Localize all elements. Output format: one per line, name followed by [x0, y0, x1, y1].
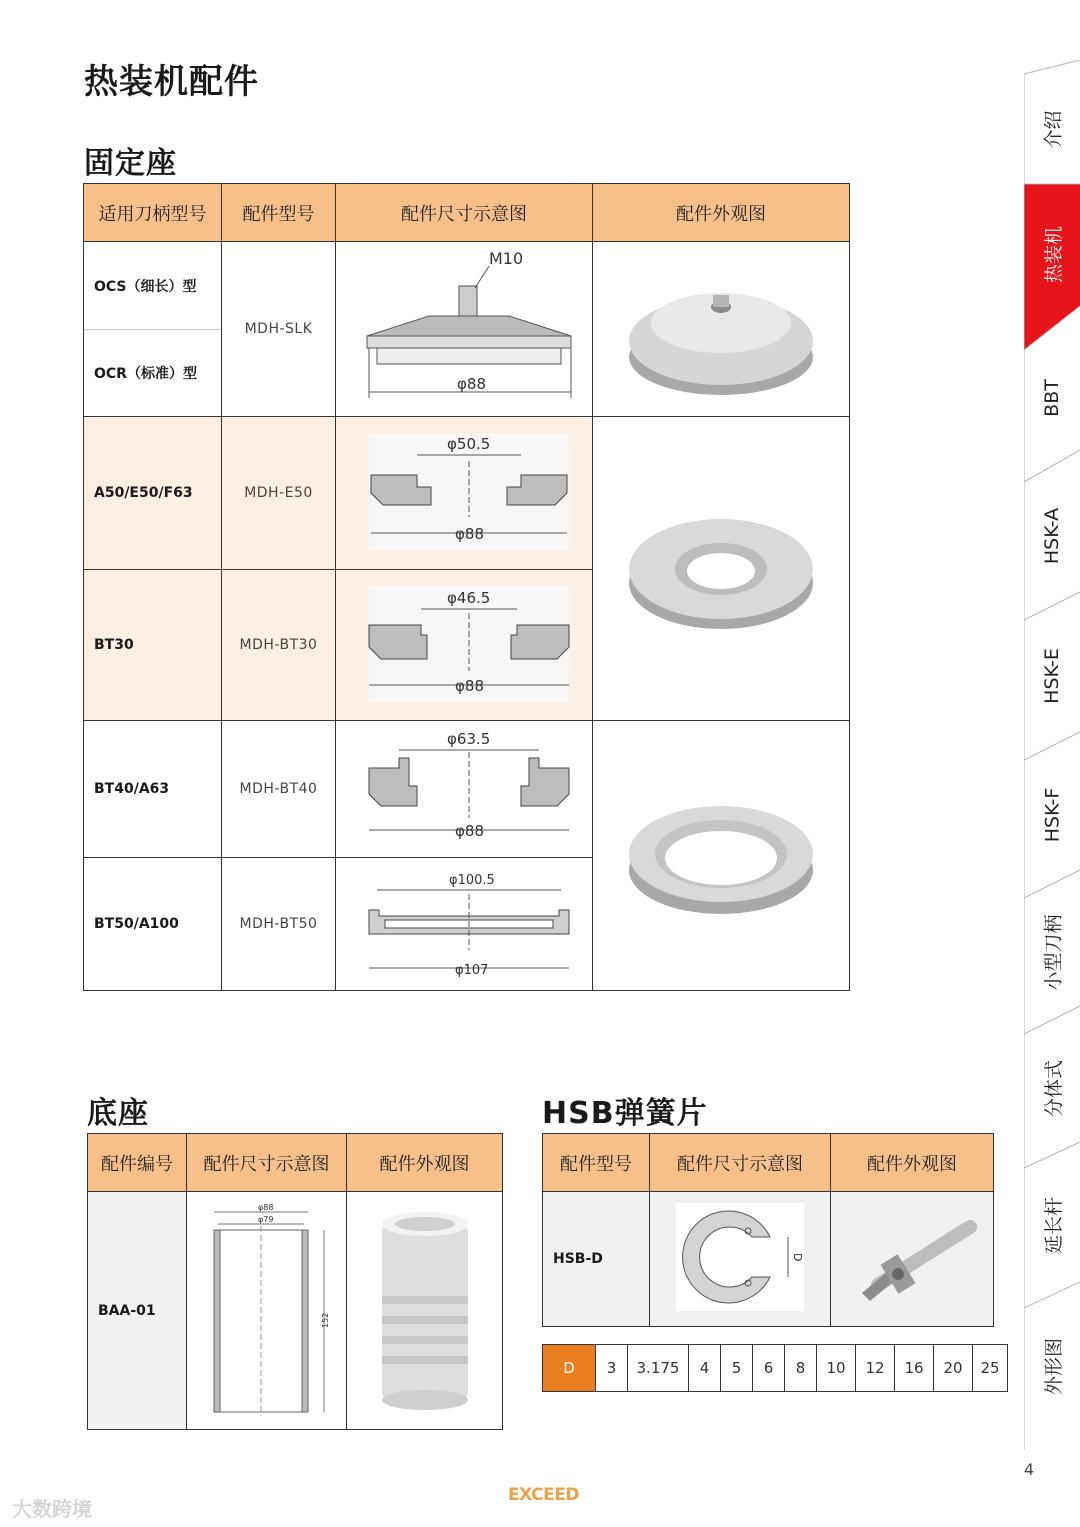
page-title: 热装机配件 — [84, 62, 259, 102]
holder-type: BT30 — [84, 570, 222, 721]
size-value: 8 — [785, 1345, 817, 1392]
dim-label: φ88 — [455, 677, 484, 695]
size-value: 3.175 — [628, 1345, 689, 1392]
part-model: MDH-SLK — [222, 242, 336, 417]
base-drawing — [192, 1196, 342, 1421]
dimension-drawing — [650, 1192, 831, 1327]
table-header-row — [543, 1134, 994, 1192]
size-value: 25 — [973, 1345, 1008, 1392]
side-tab-extension[interactable]: 延长杆 — [1042, 1196, 1065, 1254]
part-model: MDH-E50 — [222, 417, 336, 570]
spring-drawing — [670, 1197, 810, 1317]
product-photo — [347, 1192, 503, 1430]
dim-label: 152 — [320, 1312, 330, 1328]
header-cell: 配件型号 — [222, 184, 336, 242]
dim-label: φ46.5 — [447, 589, 491, 607]
size-value: 20 — [934, 1345, 973, 1392]
header-cell: 配件外观图 — [593, 184, 850, 242]
size-value: 3 — [596, 1345, 628, 1392]
header-cell: 配件编号 — [88, 1134, 187, 1192]
ring-seat-photo — [621, 487, 821, 647]
part-model: MDH-BT40 — [222, 721, 336, 858]
part-model: MDH-BT50 — [222, 858, 336, 991]
side-tab-hsk-a[interactable]: HSK-A — [1041, 507, 1063, 565]
side-tab-outline[interactable]: 外形图 — [1042, 1337, 1065, 1395]
section-title-base: 底座 — [87, 1096, 149, 1131]
dimension-drawing — [187, 1192, 347, 1430]
dim-label: φ88 — [457, 375, 486, 393]
table-row — [84, 721, 850, 858]
slk-drawing — [339, 242, 589, 412]
dim-label: φ107 — [455, 963, 489, 978]
dim-label: φ50.5 — [447, 435, 491, 453]
table-row — [88, 1192, 503, 1430]
e50-drawing — [339, 421, 589, 561]
header-cell: 配件尺寸示意图 — [187, 1134, 347, 1192]
dimension-drawing — [336, 721, 593, 858]
section-title-fixed: 固定座 — [84, 146, 177, 181]
header-cell: 适用刀柄型号 — [84, 184, 222, 242]
header-cell: 配件尺寸示意图 — [650, 1134, 831, 1192]
header-cell: 配件外观图 — [831, 1134, 994, 1192]
wide-ring-photo — [621, 774, 821, 934]
brand-logo: EXCEED — [508, 1485, 579, 1505]
size-row — [543, 1345, 1008, 1392]
size-label: D — [543, 1345, 596, 1392]
size-value: 6 — [753, 1345, 785, 1392]
sleeve-photo — [370, 1204, 480, 1414]
product-photo — [593, 417, 850, 721]
holder-type: OCS（细长）型 — [94, 278, 197, 295]
holder-type: BT50/A100 — [84, 858, 222, 991]
part-model: HSB-D — [543, 1192, 650, 1327]
spring-size-table — [542, 1344, 1008, 1392]
size-value: 16 — [895, 1345, 934, 1392]
table-row — [543, 1192, 994, 1327]
table-row — [84, 417, 850, 570]
dim-label: M10 — [489, 249, 524, 268]
bt50-drawing — [339, 860, 589, 984]
side-tab-shrink-fit[interactable]: 热装机 — [1042, 225, 1065, 283]
holder-type: BT40/A63 — [84, 721, 222, 858]
size-value: 10 — [817, 1345, 856, 1392]
part-model: MDH-BT30 — [222, 570, 336, 721]
dim-label: φ88 — [257, 1203, 273, 1212]
header-cell: 配件尺寸示意图 — [336, 184, 593, 242]
spring-table — [542, 1133, 994, 1327]
holder-type: OCR（标准）型 — [94, 366, 197, 382]
cone-seat-photo — [621, 247, 821, 407]
bt40-drawing — [339, 722, 589, 852]
fixed-seat-table — [83, 183, 850, 991]
holder-type-cell — [84, 242, 222, 417]
bt30-drawing — [339, 573, 589, 713]
dim-label: φ100.5 — [449, 873, 495, 888]
base-table — [87, 1133, 503, 1430]
dimension-drawing — [336, 858, 593, 991]
part-number: BAA-01 — [88, 1192, 187, 1430]
size-value: 4 — [689, 1345, 721, 1392]
side-tab-intro[interactable]: 介绍 — [1042, 109, 1065, 149]
section-title-spring: HSB弹簧片 — [542, 1096, 708, 1131]
dimension-drawing — [336, 417, 593, 570]
header-cell: 配件型号 — [543, 1134, 650, 1192]
holder-type: A50/E50/F63 — [84, 417, 222, 570]
side-tab-bbt[interactable]: BBT — [1041, 379, 1063, 417]
watermark: 大数跨境 — [12, 1497, 92, 1521]
dimension-drawing — [336, 242, 593, 417]
product-photo — [593, 721, 850, 991]
page-number: 4 — [1023, 1460, 1034, 1479]
size-value: 5 — [721, 1345, 753, 1392]
dim-label: D — [791, 1253, 804, 1262]
table-header-row — [88, 1134, 503, 1192]
product-photo — [831, 1192, 994, 1327]
drill-photo — [842, 1197, 982, 1317]
product-photo — [593, 242, 850, 417]
dimension-drawing — [336, 570, 593, 721]
side-tab-split-type[interactable]: 分体式 — [1042, 1059, 1065, 1117]
size-value: 12 — [856, 1345, 895, 1392]
side-nav — [1024, 60, 1080, 1450]
dim-label: φ79 — [257, 1215, 273, 1224]
side-tab-hsk-e[interactable]: HSK-E — [1041, 648, 1063, 704]
side-tab-mini-holder[interactable]: 小型刀柄 — [1042, 913, 1065, 991]
dim-label: φ63.5 — [447, 730, 491, 748]
dim-label: φ88 — [455, 525, 484, 543]
table-row — [84, 242, 850, 417]
dim-label: φ88 — [455, 822, 484, 840]
table-header-row — [84, 184, 850, 242]
header-cell: 配件外观图 — [347, 1134, 503, 1192]
side-tab-hsk-f[interactable]: HSK-F — [1040, 787, 1063, 843]
